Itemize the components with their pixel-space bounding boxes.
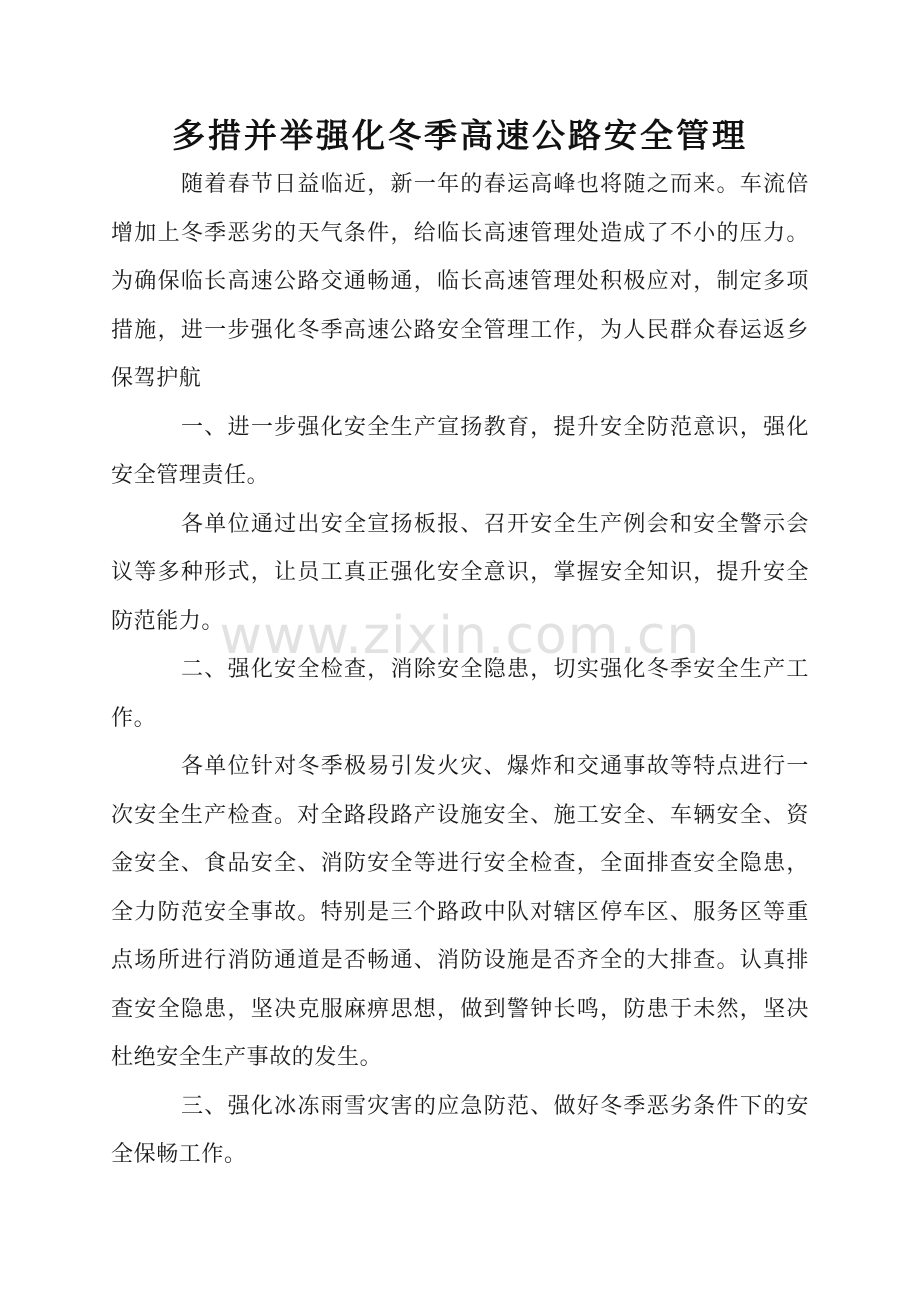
paragraph-section-1: 各单位通过出安全宣扬板报、召开安全生产例会和安全警示会议等多种形式，让员工真正强化安全意识，掌握安全知识，提升安全防范能力。 bbox=[111, 511, 809, 634]
section-heading-2: 二、强化安全检查，消除安全隐患，切实强化冬季安全生产工作。 bbox=[111, 657, 809, 731]
document-title: 多措并举强化冬季高速公路安全管理 bbox=[172, 116, 748, 155]
paragraph-intro: 随着春节日益临近，新一年的春运高峰也将随之而来。车流倍增加上冬季恶劣的天气条件，给临长高速管理处造成了不小的压力。为确保临长高速公路交通畅通，临长高速管理处积极应对，制定多项措施，进一步强化冬季高速公路安全管理工作，为人民群众春运返乡保驾护航 bbox=[111, 172, 809, 391]
watermark: www.zixin.com.cn bbox=[219, 606, 701, 666]
section-heading-1: 一、进一步强化安全生产宣扬教育，提升安全防范意识，强化安全管理责任。 bbox=[111, 414, 809, 488]
paragraph-section-2: 各单位针对冬季极易引发火灾、爆炸和交通事故等特点进行一次安全生产检查。对全路段路产设施安全、施工安全、车辆安全、资金安全、食品安全、消防安全等进行安全检查，全面排查安全隐患，全力防范安全事故。特别是三个路政中队对辖区停车区、服务区等重点场所进行消防通道是否畅通、消防设施是否齐全的大排查。认真排查安全隐患，坚决克服麻痹思想，做到警钟长鸣，防患于未然，坚决杜绝安全生产事故的发生。 bbox=[111, 754, 809, 1070]
section-heading-3: 三、强化冰冻雨雪灾害的应急防范、做好冬季恶劣条件下的安全保畅工作。 bbox=[111, 1093, 809, 1167]
document-body bbox=[111, 161, 809, 1180]
